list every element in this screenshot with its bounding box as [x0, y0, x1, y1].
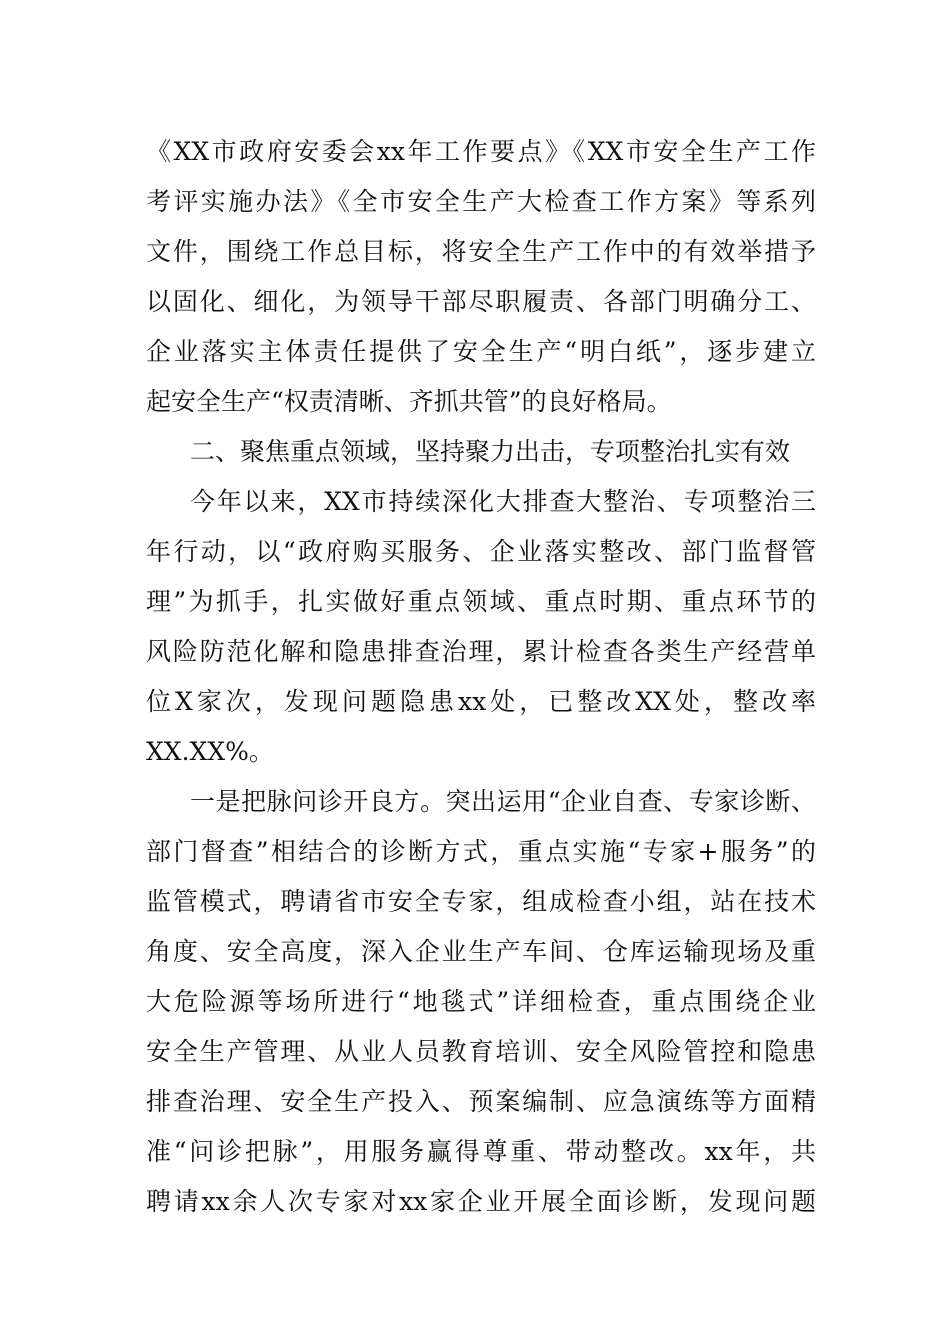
text-line: 《XX市政府安委会xx年工作要点》《XX市安全生产工作: [146, 137, 816, 166]
text-line: 以固化、细化，为领导干部尽职履责、各部门明确分工、: [146, 287, 816, 316]
text-line: XX.XX%。: [146, 737, 274, 766]
document-body-text: [146, 127, 816, 1227]
text-line: 文件，围绕工作总目标，将安全生产工作中的有效举措予: [146, 237, 816, 266]
text-line: 企业落实主体责任提供了安全生产“明白纸”，逐步建立: [146, 337, 816, 366]
text-line: 考评实施办法》《全市安全生产大检查工作方案》等系列: [146, 187, 816, 216]
text-line: 准“问诊把脉”，用服务赢得尊重、带动整改。xx年，共: [146, 1137, 816, 1166]
text-line: 聘请xx余人次专家对xx家企业开展全面诊断，发现问题: [146, 1187, 816, 1216]
text-line: 安全生产管理、从业人员教育培训、安全风险管控和隐患: [146, 1037, 816, 1066]
text-line: 部门督查”相结合的诊断方式，重点实施“专家+服务”的: [146, 837, 816, 866]
text-line: 风险防范化解和隐患排查治理，累计检查各类生产经营单: [146, 637, 816, 666]
text-line: 角度、安全高度，深入企业生产车间、仓库运输现场及重: [146, 937, 816, 966]
section-heading: 二、聚焦重点领域，坚持聚力出击，专项整治扎实有效: [190, 437, 791, 466]
text-line: 理”为抓手，扎实做好重点领域、重点时期、重点环节的: [146, 587, 816, 616]
text-line: 排查治理、安全生产投入、预案编制、应急演练等方面精: [146, 1087, 816, 1116]
text-line: 大危险源等场所进行“地毯式”详细检查，重点围绕企业: [146, 987, 816, 1016]
text-line: 年行动，以“政府购买服务、企业落实整改、部门监督管: [146, 537, 816, 566]
text-line: 一是把脉问诊开良方。突出运用“企业自查、专家诊断、: [190, 787, 816, 816]
text-line: 监管模式，聘请省市安全专家，组成检查小组，站在技术: [146, 887, 816, 916]
text-line: 今年以来，XX市持续深化大排查大整治、专项整治三: [190, 487, 816, 516]
text-line: 位X家次，发现问题隐患xx处，已整改XX处，整改率: [146, 687, 816, 716]
text-line: 起安全生产“权责清晰、齐抓共管”的良好格局。: [146, 387, 672, 416]
